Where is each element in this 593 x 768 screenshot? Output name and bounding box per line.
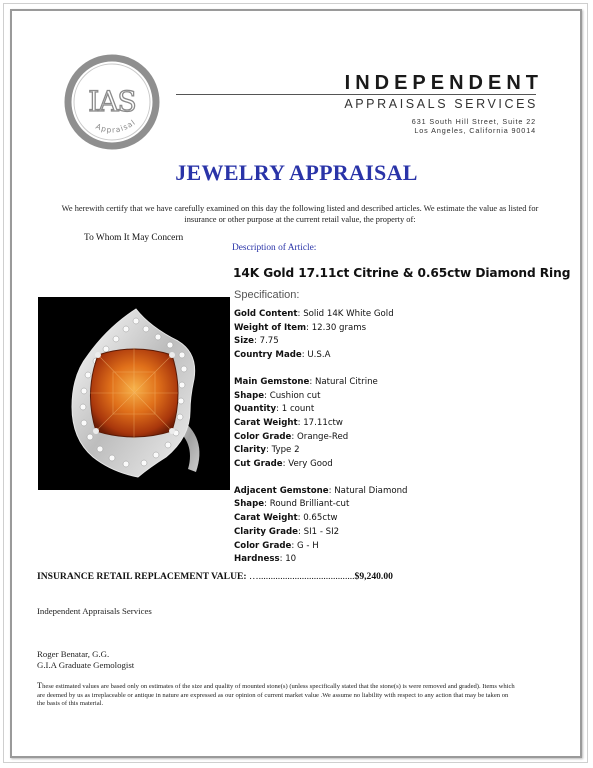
- article-title: 14K Gold 17.11ct Citrine & 0.65ctw Diamond Ring: [233, 266, 571, 280]
- spec-row: Country Made: U.S.A: [234, 350, 331, 361]
- signature-company: Independent Appraisals Services: [37, 606, 152, 616]
- spec-row: Clarity: Type 2: [234, 445, 300, 456]
- disclaimer-body: hese estimated values are based only on estimates of the size and quality of mounted stone(s) (unless specifically stated that the stone(s) is were removed and graded). Items which are deemed by us as irreplaceable or antique in nature are expressed as our opinion of current market value .We assume no liability with respect to any action that may be taken on the basis of this material.: [37, 683, 515, 708]
- logo-ring-text: Appraisal: [94, 117, 138, 135]
- ring-photo: [38, 297, 230, 490]
- insurance-value-label: INSURANCE RETAIL REPLACEMENT VALUE:: [37, 571, 247, 582]
- company-address: [300, 117, 536, 135]
- address-line-1: 631 South Hill Street, Suite 22: [411, 117, 536, 126]
- disclaimer-initial: T: [37, 681, 43, 690]
- ring-illustration: [38, 297, 230, 490]
- header-rule: [176, 94, 536, 95]
- spec-row: Adjacent Gemstone: Natural Diamond: [234, 485, 408, 496]
- spec-row: Color Grade: Orange-Red: [234, 431, 349, 442]
- spec-row: Hardness: 10: [234, 554, 297, 565]
- spec-row: Size: 7.75: [234, 336, 279, 347]
- owner-name: To Whom It May Concern: [84, 233, 184, 243]
- signer-block: [37, 649, 134, 671]
- signer-title: G.I.A Graduate Gemologist: [37, 660, 135, 670]
- description-label: Description of Article:: [232, 243, 317, 253]
- spec-row: Color Grade: G - H: [234, 540, 319, 551]
- spec-row: Shape: Round Brilliant-cut: [234, 499, 350, 510]
- spec-row: Carat Weight: 0.65ctw: [234, 513, 338, 524]
- specifications-list: [234, 308, 407, 567]
- logo-letters: IAS: [88, 85, 136, 118]
- insurance-value-line: [37, 571, 393, 582]
- spec-row: Carat Weight: 17.11ctw: [234, 417, 343, 428]
- spec-row: Weight of Item: 12.30 grams: [234, 322, 367, 333]
- disclaimer-text: [37, 682, 517, 709]
- ias-logo: [62, 53, 162, 153]
- spec-row: Clarity Grade: SI1 - SI2: [234, 526, 340, 537]
- spec-row: Cut Grade: Very Good: [234, 459, 333, 470]
- company-name: INDEPENDENT: [344, 72, 543, 94]
- spec-row: Quantity: 1 count: [234, 404, 315, 415]
- insurance-value-amount: $9,240.00: [354, 571, 393, 582]
- document-title: JEWELRY APPRAISAL: [175, 160, 418, 185]
- signer-name: Roger Benatar, G.G.: [37, 649, 110, 659]
- certification-text: We herewith certify that we have carefully examined on this day the following listed and described articles. We estimate the value as listed for insurance or other purpose at the current retail value, the property of:: [61, 204, 539, 224]
- spec-row: Shape: Cushion cut: [234, 390, 321, 401]
- address-line-2: Los Angeles, California 90014: [414, 126, 536, 135]
- company-subtitle: APPRAISALS SERVICES: [344, 97, 538, 111]
- spec-row: Main Gemstone: Natural Citrine: [234, 376, 378, 387]
- specification-label: Specification:: [234, 289, 300, 301]
- company-header: [300, 72, 543, 95]
- value-leader-dots: …........................................: [249, 571, 355, 582]
- spec-row: Gold Content: Solid 14K White Gold: [234, 309, 394, 319]
